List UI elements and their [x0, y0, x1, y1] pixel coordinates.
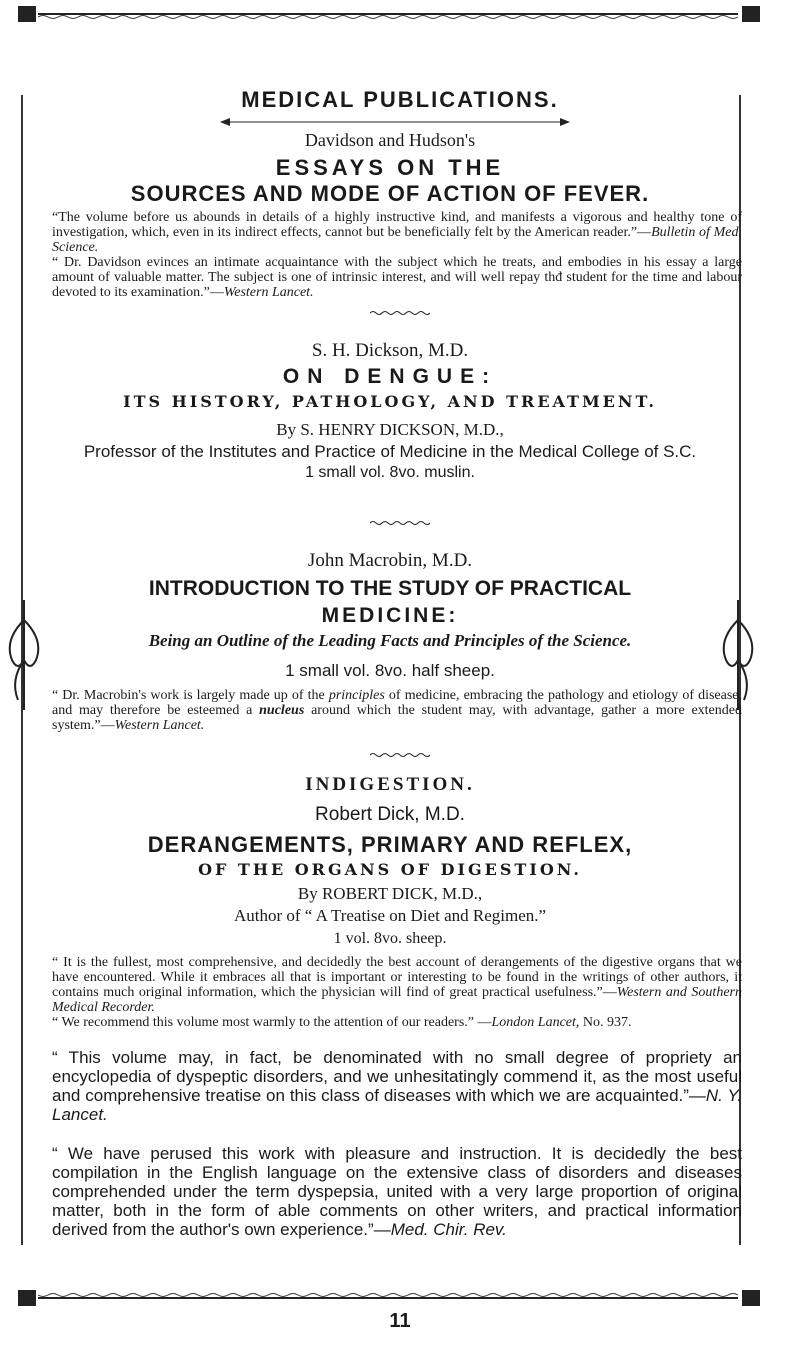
dick-review-4 — [52, 1144, 742, 1239]
macrobin-review — [52, 688, 742, 733]
macrobin-title-line2: MEDICINE: — [321, 604, 459, 627]
review-source: Western Lancet. — [114, 718, 205, 733]
macrobin-subtitle: Being an Outline of the Leading Facts and Principles of the Science. — [148, 631, 632, 650]
review-source: Med. Chir. Rev. — [390, 1220, 507, 1239]
divider-squiggle — [370, 520, 430, 526]
davidson-review-1 — [52, 210, 742, 255]
review-text: of medicine, embracing the pathology and etiology of disease, and may therefore be esteemed a — [52, 688, 743, 718]
review-text: “ Dr. Macrobin's work is largely made up of the — [52, 688, 329, 703]
review-text: “ Dr. Davidson evinces an intimate acquaintance with the subject which he treats, and embodies in his essay a large amount of valuable matter. The subject is one of intrinsic interest, and will well repay thđ student for the time and labour devoted to its examination.”— — [52, 255, 742, 300]
divider-squiggle — [370, 752, 430, 758]
dick-review-1 — [52, 955, 742, 1015]
dick-author: Robert Dick, M.D. — [315, 804, 465, 825]
dick-credit: Author of “ A Treatise on Diet and Regimen.” — [233, 906, 547, 925]
page-title: MEDICAL PUBLICATIONS. — [241, 87, 559, 112]
dick-subtitle: OF THE ORGANS OF DIGESTION. — [198, 860, 582, 879]
review-text: “ We have perused this work with pleasure and instruction. It is decidedly the best compilation in the English language on the extensive class of disorders and diseases comprehended under the term dyspepsia, united with a very large proportion of original matter, both in the form of able comments on other writers, and practical information derived from the author's own experience.”— — [52, 1144, 742, 1239]
dickson-position: Professor of the Institutes and Practice of Medicine in the Medical College of S.C. — [83, 442, 697, 461]
left-fleuron-icon — [4, 600, 44, 710]
davidson-title-line1: ESSAYS ON THE — [275, 155, 505, 180]
macrobin-title-line1: INTRODUCTION TO THE STUDY OF PRACTICAL — [148, 577, 632, 600]
macrobin-author: John Macrobin, M.D. — [307, 550, 473, 571]
review-emphasis: principles — [328, 688, 385, 703]
dick-review-3 — [52, 1048, 742, 1124]
page-number: 11 — [389, 1310, 411, 1332]
review-text: “The volume before us abounds in details of a highly instructive kind, and manifests a vigorous and healthy tone of investigation, which, even in its indirect effects, cannot but be beneficially felt by the American reader.”— — [52, 210, 742, 240]
macrobin-format: 1 small vol. 8vo. half sheep. — [285, 661, 495, 680]
dick-format: 1 vol. 8vo. sheep. — [333, 930, 447, 947]
davidson-review-2 — [52, 255, 742, 300]
dickson-author: S. H. Dickson, M.D. — [311, 340, 469, 361]
arrow-rule-icon — [220, 118, 570, 126]
dick-title: DERANGEMENTS, PRIMARY AND REFLEX, — [147, 832, 633, 857]
review-text: around which the student may, with advantage, gather a more extended system.”— — [52, 703, 742, 733]
dick-review-2 — [52, 1015, 742, 1030]
divider-squiggle — [370, 310, 430, 316]
davidson-title-line2: SOURCES AND MODE OF ACTION OF FEVER. — [130, 181, 650, 206]
dickson-format: 1 small vol. 8vo. muslin. — [305, 464, 475, 481]
review-emphasis: nucleus — [259, 703, 305, 718]
dickson-byline: By S. HENRY DICKSON, M.D., — [276, 420, 504, 439]
bottom-border-ornament — [18, 1290, 760, 1306]
review-text: “ It is the fullest, most comprehensive, and decidedly the best account of derangements of the digestive organs that we have encountered. While it embraces all that is important or interesting to be found in the writings of other authors, it contains much original information, which the physician will find of great practical usefulness.”— — [52, 955, 742, 1000]
review-text: “ We recommend this volume most warmly to the attention of our readers.” — — [52, 1015, 492, 1030]
top-border-ornament — [18, 6, 760, 22]
dick-heading: INDIGESTION. — [305, 774, 475, 795]
review-source: Western and Southern Medical Recorder. — [52, 985, 742, 1015]
davidson-author: Davidson and Hudson's — [304, 130, 476, 150]
review-source: N. Y. Lancet. — [52, 1086, 742, 1124]
review-text: “ This volume may, in fact, be denominated with no small degree of propriety an encyclopedia of dyspeptic disorders, and we unhesitatingly commend it, as the most useful and comprehensive treatise on this class of diseases with which we are acquainted.”— — [52, 1048, 742, 1105]
dick-byline: By ROBERT DICK, M.D., — [297, 884, 483, 903]
dickson-subtitle: ITS HISTORY, PATHOLOGY, AND TREATMENT. — [123, 392, 657, 411]
review-source: Bulletin of Med. Science. — [52, 225, 742, 255]
dickson-title: ON DENGUE: — [282, 365, 498, 388]
review-source: Western Lancet. — [223, 285, 314, 300]
review-source: London Lancet, — [491, 1015, 580, 1030]
review-text: No. 937. — [582, 1015, 632, 1030]
